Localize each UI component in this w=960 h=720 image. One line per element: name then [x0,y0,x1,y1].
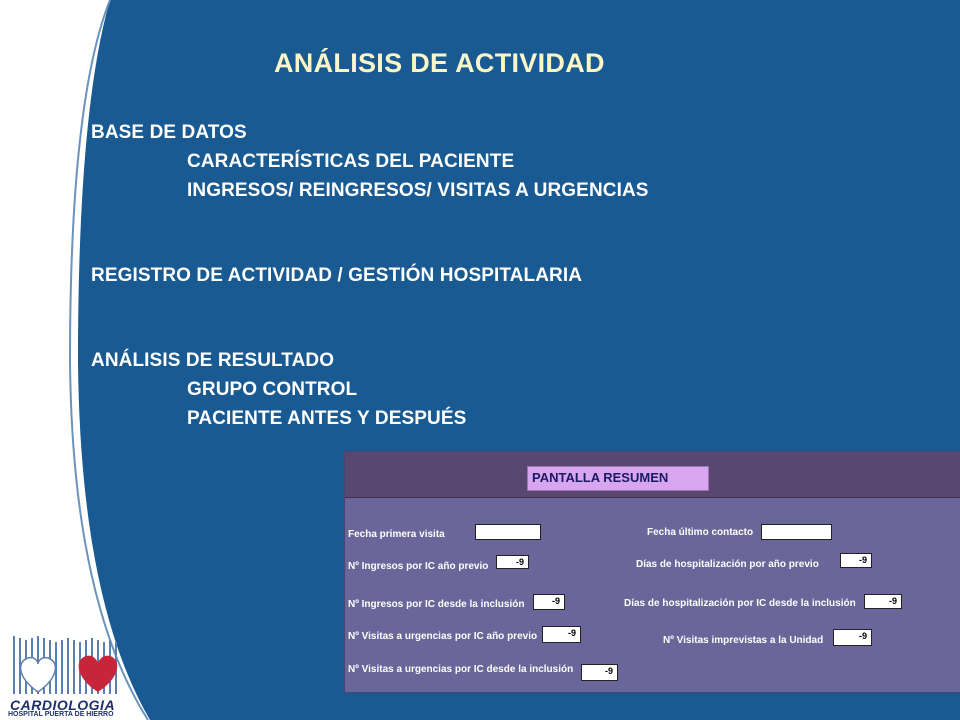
summary-screen-panel [344,451,960,693]
line-analisis-resultado: ANÁLISIS DE RESULTADO [91,350,335,371]
line-registro: REGISTRO DE ACTIVIDAD / GESTIÓN HOSPITALARIA [91,265,583,286]
field-label-fecha-primera-visita: Fecha primera visita [348,529,445,540]
field-urgencias-ano-previo[interactable]: -9 [542,626,581,643]
line-ingresos: INGRESOS/ REINGRESOS/ VISITAS A URGENCIAS [187,180,649,201]
logo-name: CARDIOLOGIA [10,697,116,713]
field-fecha-ultimo-contacto[interactable] [761,524,832,540]
field-urgencias-desde-inclusion[interactable]: -9 [581,664,618,681]
field-fecha-primera-visita[interactable] [475,524,541,540]
field-visitas-imprevistas[interactable]: -9 [833,629,872,646]
field-label-urgencias-ano-previo: Nº Visitas a urgencias por IC año previo [348,631,538,642]
field-label-ingresos-ano-previo: Nº Ingresos por IC año previo [348,561,489,572]
field-dias-hosp-desde-inclusion[interactable]: -9 [864,594,902,609]
line-grupo-control: GRUPO CONTROL [187,379,358,400]
logo-subtitle: HOSPITAL PUERTA DE HIERRO [8,711,114,718]
field-label-dias-hosp-desde-inclusion: Días de hospitalización por IC desde la inclusión [624,598,856,609]
panel-title: PANTALLA RESUMEN [527,466,709,491]
field-ingresos-ano-previo[interactable]: -9 [496,555,529,569]
field-label-urgencias-desde-inclusion: Nº Visitas a urgencias por IC desde la inclusión [348,664,574,675]
line-base-datos: BASE DE DATOS [91,122,247,143]
line-antes-despues: PACIENTE ANTES Y DESPUÉS [187,408,467,429]
slide-title: ANÁLISIS DE ACTIVIDAD [274,48,605,78]
field-label-dias-hosp-ano-previo: Días de hospitalización por año previo [636,559,819,570]
field-label-ingresos-desde-inclusion: Nº Ingresos por IC desde la inclusión [348,599,525,610]
panel-header [345,452,960,498]
field-label-fecha-ultimo-contacto: Fecha último contacto [647,527,754,538]
field-ingresos-desde-inclusion[interactable]: -9 [533,594,565,610]
field-label-visitas-imprevistas: Nº Visitas imprevistas a la Unidad [663,635,824,646]
line-caracteristicas: CARACTERÍSTICAS DEL PACIENTE [187,151,515,172]
field-dias-hosp-ano-previo[interactable]: -9 [840,553,872,568]
